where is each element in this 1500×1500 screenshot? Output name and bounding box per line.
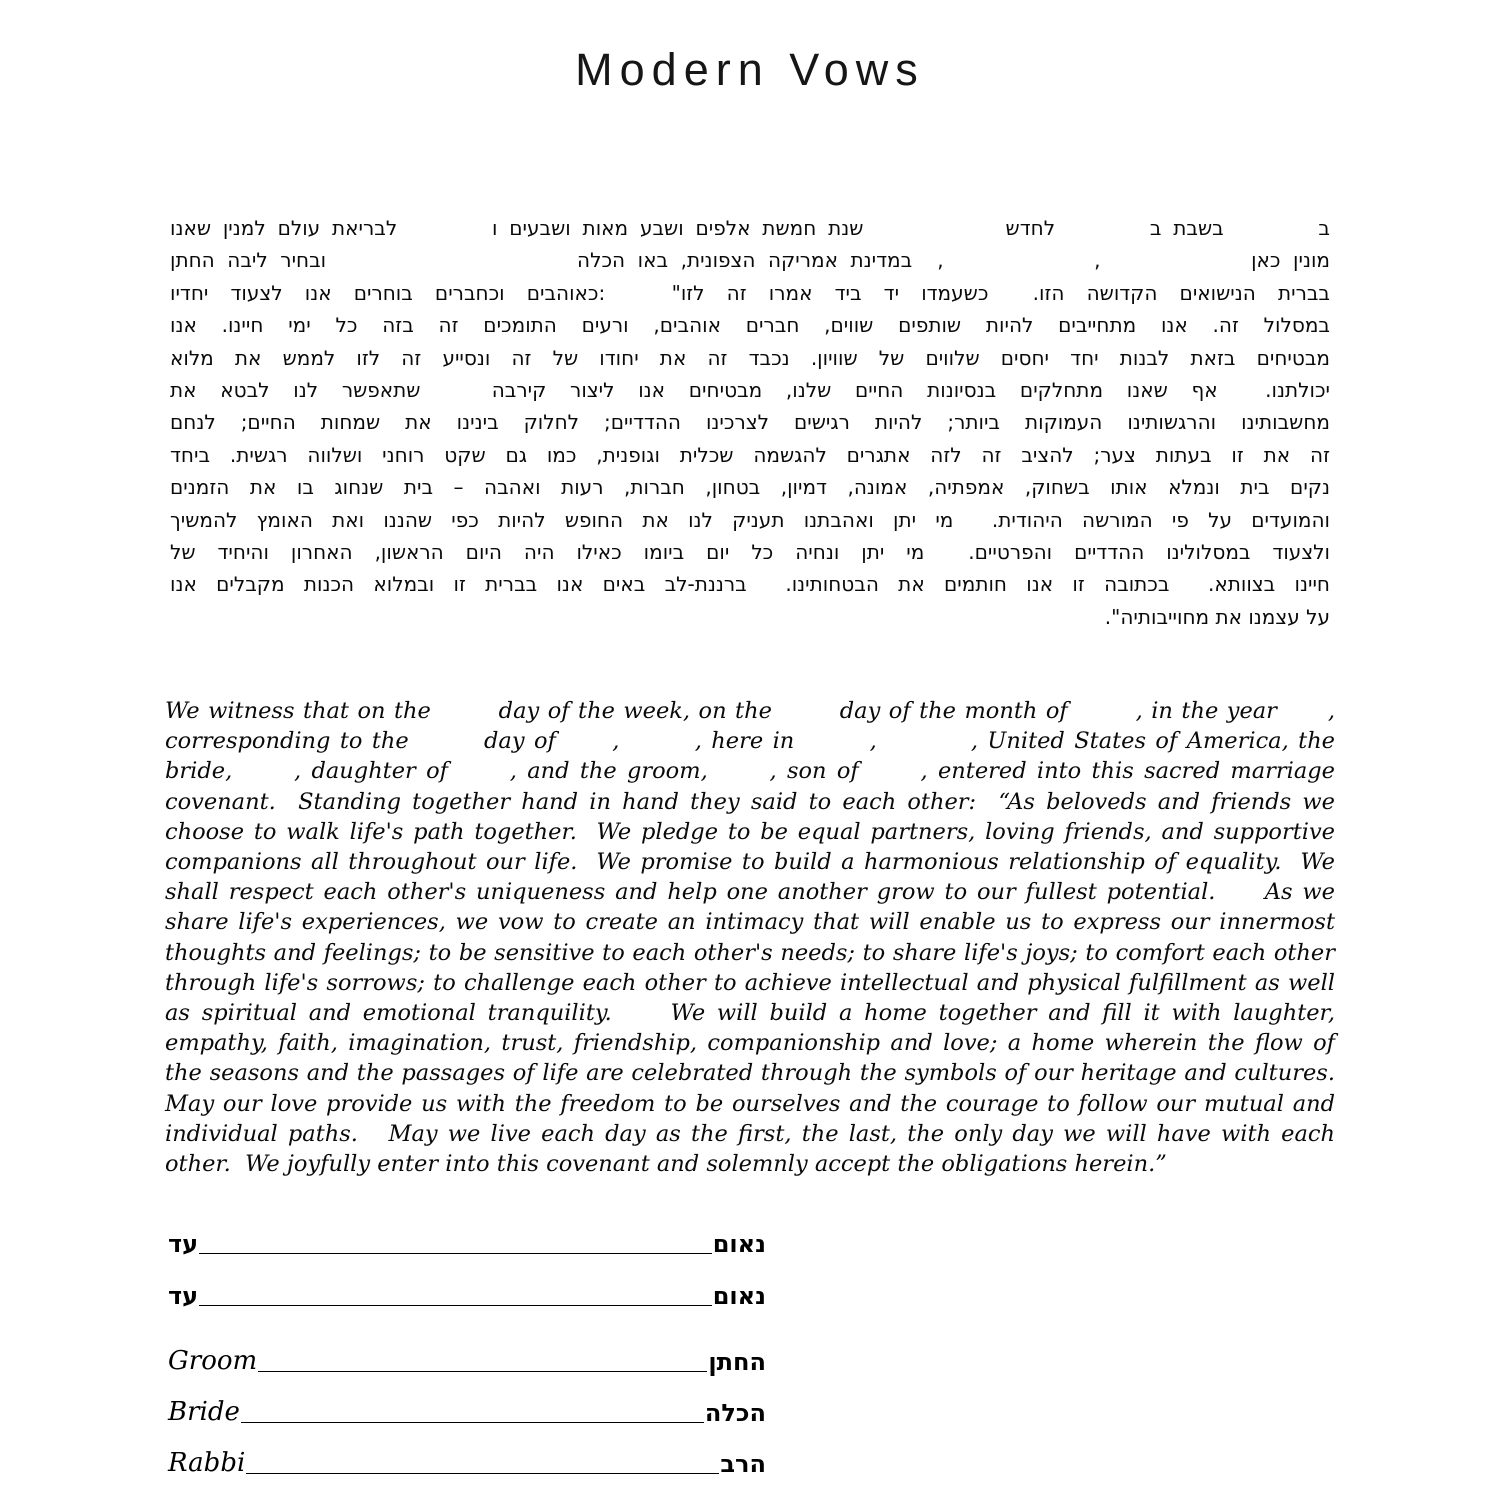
english-text-section	[165, 696, 1335, 1179]
groom-signature-row	[168, 1342, 766, 1375]
witness-label-right: נאום	[712, 1281, 766, 1310]
witness-signature-row-2	[168, 1276, 766, 1309]
english-line: corresponding to the day of , , here in , , United States of America, the	[165, 728, 1335, 755]
hebrew-line: נקים בית ונמלא אותו בשחוק, אמפתיה, אמונה, דמיון, בטחון, חברות, רעות ואהבה – בית שנחוג בו את הזמנים	[170, 475, 1330, 500]
english-line: other. We joyfully enter into this covenant and solemnly accept the obligations herein.”	[165, 1151, 1167, 1178]
english-line: May our love provide us with the freedom to be ourselves and the courage to follow our mutual and	[165, 1090, 1335, 1117]
bride-signature-line	[241, 1421, 704, 1423]
english-line: covenant. Standing together hand in hand they said to each other: “As beloveds and friends we	[165, 788, 1335, 815]
hebrew-line: במסלול זה. אנו מתחייבים להיות שותפים שווים, חברים אוהבים, ורעים התומכים זה בזה כל ימי חיינו. אנו	[170, 313, 1330, 338]
rabbi-signature-row	[168, 1444, 766, 1477]
bride-label: Bride	[168, 1396, 240, 1427]
witness-signature-line	[199, 1304, 712, 1306]
signature-section	[168, 1224, 766, 1495]
hebrew-text-section	[170, 212, 1330, 633]
rabbi-label-hebrew: הרב	[720, 1449, 766, 1478]
witness-label-left: עד	[168, 1229, 199, 1258]
hebrew-line: מחשבותינו והרגשותינו העמוקות ביותר; להיות רגישים לצרכינו ההדדיים; לחלוק בינינו את שמחות החיים; לנחם	[170, 410, 1330, 435]
english-line: the seasons and the passages of life are celebrated through the symbols of our heritage and cultures.	[165, 1060, 1335, 1087]
groom-signature-line	[258, 1370, 707, 1372]
english-line: share life's experiences, we vow to create an intimacy that will enable us to express our innermost	[165, 909, 1335, 936]
hebrew-line: ולצעוד במסלולינו ההדדיים והפרטיים. מי יתן ונחיה כל יום ביומו כאילו היה היום הראשון, האחרון והיחיד של	[170, 540, 1330, 565]
signature-spacer	[168, 1328, 766, 1342]
english-line: through life's sorrows; to challenge each other to achieve intellectual and physical fulfillment as well	[165, 969, 1335, 996]
bride-signature-row	[168, 1393, 766, 1426]
witness-signature-line	[199, 1252, 712, 1254]
english-line: empathy, faith, imagination, trust, friendship, companionship and love; a home wherein the flow of	[165, 1030, 1335, 1057]
witness-signature-row-1	[168, 1224, 766, 1257]
rabbi-label: Rabbi	[168, 1447, 246, 1478]
groom-label: Groom	[168, 1345, 258, 1376]
english-line: We witness that on the day of the week, on the day of the month of , in the year ,	[165, 698, 1335, 724]
hebrew-line: חיינו בצוותא. בכתובה זו אנו חותמים את הבטחותינו. ברננת-לב באים אנו בברית זו ובמלוא הכנות מקבלים אנו	[170, 572, 1330, 597]
hebrew-line: על עצמנו את מחוייבותיה".	[1104, 604, 1330, 629]
english-line: as spiritual and emotional tranquility. We will build a home together and fill it with laughter,	[165, 1000, 1335, 1027]
english-line: thoughts and feelings; to be sensitive to each other's needs; to share life's joys; to comfort each other	[165, 939, 1335, 966]
hebrew-line: והמועדים על פי המורשה היהודית. מי יתן ואהבתנו תעניק לנו את החופש להיות כפי שהננו ואת האומץ להמשיך	[170, 507, 1330, 532]
hebrew-line: יכולתנו. אף שאנו מתחלקים בנסיונות החיים שלנו, מבטיחים אנו ליצור קירבה שתאפשר לנו לבטא את	[170, 378, 1330, 403]
rabbi-signature-line	[246, 1472, 719, 1474]
english-line: shall respect each other's uniqueness and help one another grow to our fullest potential. As we	[165, 879, 1335, 906]
groom-label-hebrew: החתן	[708, 1347, 766, 1376]
witness-label-right: נאום	[712, 1229, 766, 1258]
english-line: companions all throughout our life. We promise to build a harmonious relationship of equality. We	[165, 849, 1335, 876]
hebrew-line: בברית הנישואים הקדושה הזו. כשעמדו יד ביד אמרו זה לזו" :כאוהבים וכחברים בוחרים אנו לצעוד יחדיו	[170, 280, 1330, 305]
english-line: choose to walk life's path together. We pledge to be equal partners, loving friends, and supportive	[165, 818, 1335, 845]
bride-label-hebrew: הכלה	[704, 1398, 766, 1427]
witness-label-left: עד	[168, 1281, 199, 1310]
english-line: individual paths. May we live each day as the first, the last, the only day we will have with each	[165, 1120, 1335, 1147]
hebrew-line: זה את זו בעתות צער; להציב זה לזה אתגרים להגשמה שכלית וגופנית, כמו גם שקט רוחני ושלווה רגשית. ביחד	[170, 442, 1330, 467]
hebrew-line: ב בשבת ב לחדש שנת חמשת אלפים ושבע מאות ושבעים ו לבריאת עולם למנין שאנו	[170, 216, 1330, 240]
document-title: Modern Vows	[575, 44, 925, 95]
hebrew-line: מונין כאן , , במדינת אמריקה הצפונית, באו הכלה ובחיר ליבה החתן	[170, 248, 1330, 273]
hebrew-line: מבטיחים בזאת לבנות יחד יחסים שלווים של שוויון. נכבד זה את יחודו של זה ונסייע זה לזו לממש את מלוא	[170, 345, 1330, 370]
english-line: bride, , daughter of , and the groom, , son of , entered into this sacred marriage	[165, 758, 1335, 785]
